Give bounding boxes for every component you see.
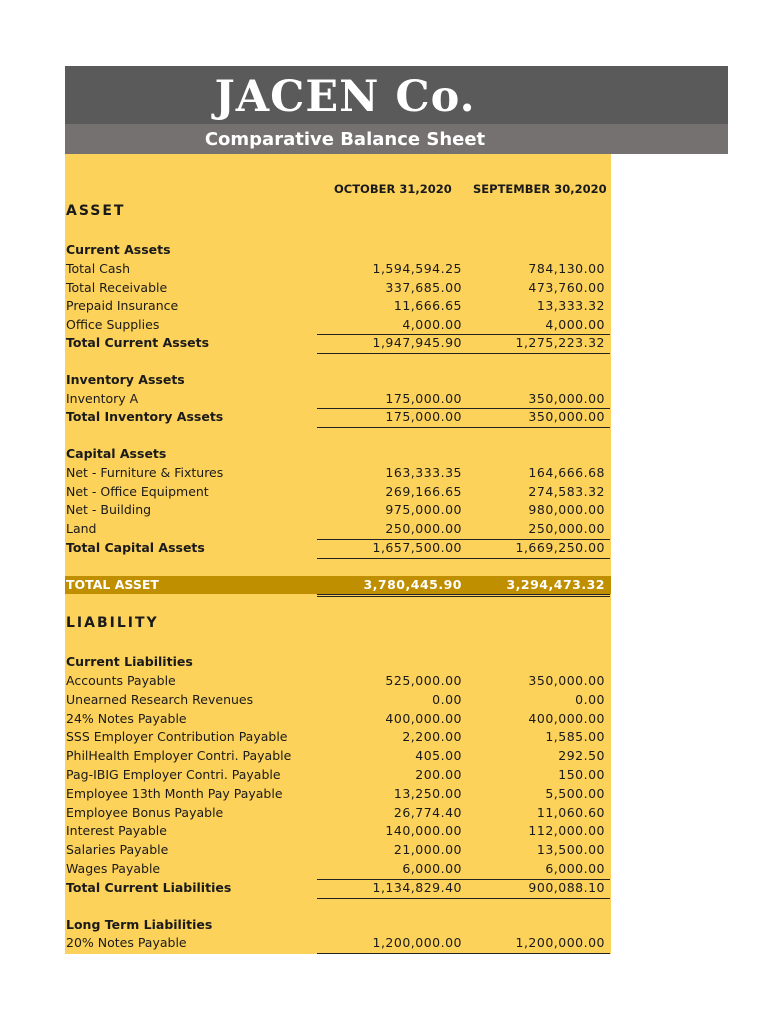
table-row: Land 250,000.00 250,000.00 (66, 521, 605, 536)
table-row: Net - Furniture & Fixtures 163,333.35 164,666.68 (66, 465, 605, 480)
table-row: PhilHealth Employer Contri. Payable 405.00 292.50 (66, 748, 605, 763)
underline (460, 558, 610, 559)
table-row: Accounts Payable 525,000.00 350,000.00 (66, 673, 605, 688)
underline (317, 953, 462, 954)
group-heading-long-term-liabilities: Long Term Liabilities (66, 917, 213, 932)
double-underline (317, 596, 462, 597)
underline (317, 427, 462, 428)
table-row: 20% Notes Payable 1,200,000.00 1,200,000.00 (66, 935, 605, 950)
group-heading-inventory-assets: Inventory Assets (66, 372, 185, 387)
double-underline (460, 596, 610, 597)
total-row-current-assets: Total Current Assets 1,947,945.90 1,275,223.32 (65, 334, 611, 353)
table-row: Total Receivable 337,685.00 473,760.00 (66, 280, 605, 295)
column-header-october: OCTOBER 31,2020 (334, 182, 452, 196)
table-row: Unearned Research Revenues 0.00 0.00 (66, 692, 605, 707)
table-row: Pag-IBIG Employer Contri. Payable 200.00 150.00 (66, 767, 605, 782)
double-underline (460, 594, 610, 595)
underline (317, 558, 462, 559)
underline (460, 953, 610, 954)
company-title: JACEN Co. (214, 72, 476, 122)
group-heading-current-assets: Current Assets (66, 242, 171, 257)
underline (460, 898, 610, 899)
underline (460, 427, 610, 428)
underline (460, 353, 610, 354)
table-row: Wages Payable 6,000.00 6,000.00 (66, 861, 605, 876)
report-subtitle: Comparative Balance Sheet (204, 129, 486, 150)
section-heading-liability: LIABILITY (66, 615, 159, 631)
table-row: Net - Building 975,000.00 980,000.00 (66, 502, 605, 517)
table-row: Employee 13th Month Pay Payable 13,250.00 5,500.00 (66, 786, 605, 801)
total-row-inventory-assets: Total Inventory Assets 175,000.00 350,000.00 (65, 408, 611, 427)
table-row: Total Cash 1,594,594.25 784,130.00 (66, 261, 605, 276)
table-row: Net - Office Equipment 269,166.65 274,583.32 (66, 484, 605, 499)
table-row: Inventory A 175,000.00 350,000.00 (66, 391, 605, 406)
table-row: Prepaid Insurance 11,666.65 13,333.32 (66, 298, 605, 313)
table-row: SSS Employer Contribution Payable 2,200.00 1,585.00 (66, 729, 605, 744)
group-heading-current-liabilities: Current Liabilities (66, 654, 193, 669)
table-row: Interest Payable 140,000.00 112,000.00 (66, 823, 605, 838)
double-underline (317, 594, 462, 595)
table-row: Office Supplies 4,000.00 4,000.00 (66, 317, 605, 332)
table-row: 24% Notes Payable 400,000.00 400,000.00 (66, 711, 605, 726)
total-row-asset: TOTAL ASSET 3,780,445.90 3,294,473.32 (66, 577, 605, 592)
section-heading-asset: ASSET (66, 203, 126, 219)
underline (317, 898, 462, 899)
group-heading-capital-assets: Capital Assets (66, 446, 167, 461)
column-header-september: SEPTEMBER 30,2020 (473, 182, 607, 196)
table-row: Employee Bonus Payable 26,774.40 11,060.60 (66, 805, 605, 820)
total-row-current-liabilities: Total Current Liabilities 1,134,829.40 900,088.10 (65, 879, 611, 898)
underline (317, 353, 462, 354)
table-row: Salaries Payable 21,000.00 13,500.00 (66, 842, 605, 857)
total-row-capital-assets: Total Capital Assets 1,657,500.00 1,669,250.00 (65, 539, 611, 558)
